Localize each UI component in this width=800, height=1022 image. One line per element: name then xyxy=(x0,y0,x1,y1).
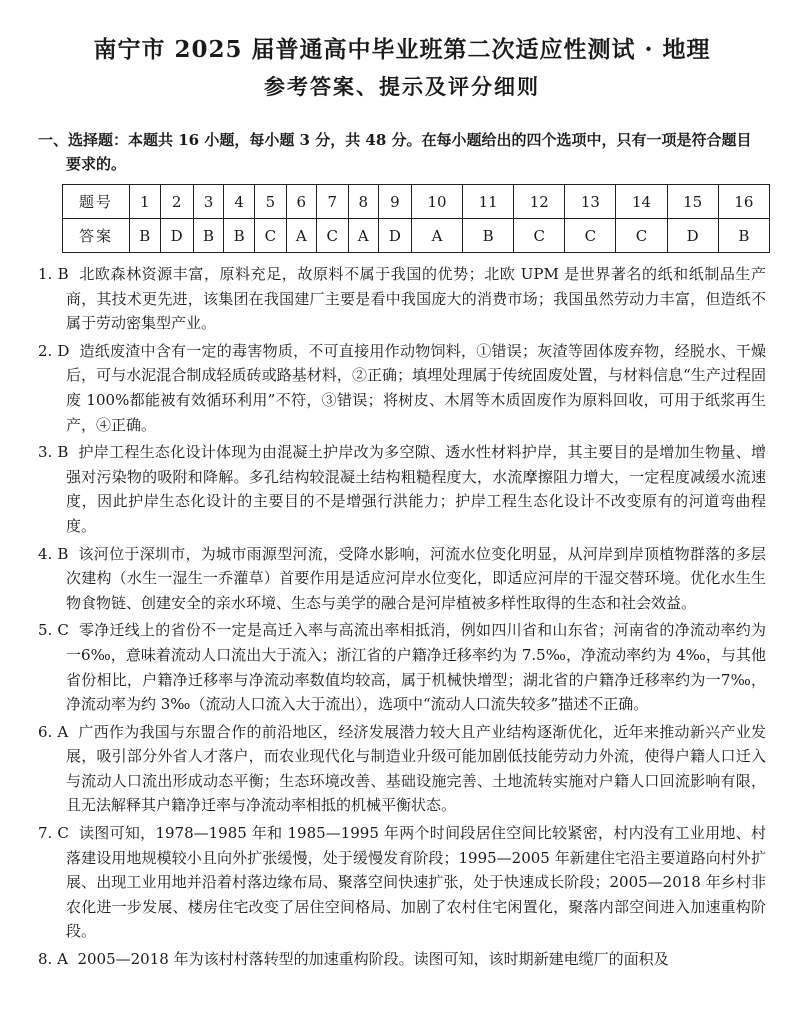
answer-cell: C xyxy=(514,219,565,253)
answer-cell: C xyxy=(254,219,286,253)
item-text: 北欧森林资源丰富，原料充足，故原料不属于我国的优势；北欧 UPM 是世界著名的纸和纸制品生产商，其技术更先进，该集团在我国建厂主要是看中我国庞大的消费市场；我国虽然劳动力丰富，但造纸不属于劳动密集型产业。 xyxy=(66,265,766,333)
answer-cell: B xyxy=(130,219,161,253)
question-number: 14 xyxy=(616,185,667,219)
answer-cell: C xyxy=(565,219,616,253)
page-subtitle: 参考答案、提示及评分细则 xyxy=(264,74,540,99)
question-number: 7 xyxy=(316,185,348,219)
item-text: 2005—2018 年为该村村落转型的加速重构阶段。读图可知，该时期新建电缆厂的面积及 xyxy=(77,950,669,969)
answer-row xyxy=(63,219,770,253)
answer-cell: A xyxy=(411,219,462,253)
question-number: 5 xyxy=(254,185,286,219)
item-text: 读图可知，1978—1985 年和 1985—1995 年两个时间段居住空间比较紧密，村内没有工业用地、村落建设用地规模较小且向外扩张缓慢，处于缓慢发育阶段；1995—2005 年新建住宅沿主要道路向村外扩展、出现工业用地并沿着村落边缘布局、聚落空间快速扩张，处于快速成长阶段；2005—2018 年乡村非农化进一步发展、楼房住宅改变了居住空间格局、加剧了农村住宅闲置化，聚落内部空间进入加速重构阶段。 xyxy=(66,824,766,941)
answer-cell: B xyxy=(718,219,769,253)
question-number: 16 xyxy=(718,185,769,219)
question-number: 13 xyxy=(565,185,616,219)
answer-cell: D xyxy=(160,219,193,253)
answer-table xyxy=(62,184,770,253)
question-number: 8 xyxy=(348,185,378,219)
answer-explanation-3 xyxy=(38,440,766,538)
question-number: 9 xyxy=(378,185,411,219)
answer-explanation-4 xyxy=(38,542,766,616)
question-number: 4 xyxy=(224,185,255,219)
row-label-number: 题号 xyxy=(63,185,130,219)
answer-cell: B xyxy=(463,219,514,253)
item-number: 2. D xyxy=(38,341,70,360)
answer-cell: B xyxy=(224,219,255,253)
item-text: 广西作为我国与东盟合作的前沿地区，经济发展潜力较大且产业结构逐渐优化，近年来推动新兴产业发展，吸引部分外省人才落户，而农业现代化与制造业升级可能加剧低技能劳动力外流，使得户籍人口迁入与流动人口流出形成动态平衡；生态环境改善、基础设施完善、土地流转实施对户籍人口回流影响有限，且无法解释其户籍净迁率与净流动率相抵的机械平衡状态。 xyxy=(66,722,766,815)
item-text: 零净迁线上的省份不一定是高迁入率与高流出率相抵消，例如四川省和山东省；河南省的净流动率约为一6‰，意味着流动人口流出大于流入；浙江省的户籍净迁移率约为 7.5‰，净流动率约为 4‰，与其他省份相比，户籍净迁移率与净流动率数值均较高，属于机械快增型；湖北省的户籍净迁移率约为一7‰，净流动率为约 3‰（流动人口流入大于流出），选项中“流动人口流失较多”描述不正确。 xyxy=(66,621,766,714)
item-text: 护岸工程生态化设计体现为由混凝土护岸改为多空隙、透水性材料护岸，其主要目的是增加生物量、增强对污染物的吸附和降解。多孔结构较混凝土结构粗糙程度大，水流摩擦阻力增大，一定程度减缓水流速度，因此护岸生态化设计的主要目的不是增强行洪能力；护岸工程生态化设计不改变原有的河道弯曲程度。 xyxy=(66,443,766,535)
answer-cell: C xyxy=(316,219,348,253)
answer-cell: C xyxy=(616,219,667,253)
question-number: 3 xyxy=(193,185,224,219)
answer-explanation-5 xyxy=(38,618,766,716)
item-text: 造纸废渣中含有一定的毒害物质，不可直接用作动物饲料，①错误；灰渣等固体废弃物，经脱水、干燥后，可与水泥混合制成轻质砖或路基材料，②正确；填埋处理属于传统固废处置，与材料信息“生产过程固废 100%都能被有效循环利用”不符，③错误；将树皮、木屑等木质固废作为原料回收，可用于纸浆再生产，④正确。 xyxy=(66,341,766,434)
row-label-answer: 答案 xyxy=(63,219,130,253)
question-number: 10 xyxy=(411,185,462,219)
item-number: 5. C xyxy=(38,621,69,640)
item-number: 7. C xyxy=(38,824,69,843)
answer-explanation-6 xyxy=(38,720,766,818)
item-number: 1. B xyxy=(38,265,69,283)
item-number: 4. B xyxy=(38,544,69,563)
question-number: 1 xyxy=(130,185,161,219)
answer-cell: D xyxy=(667,219,718,253)
answer-cell: D xyxy=(378,219,411,253)
question-number: 11 xyxy=(463,185,514,219)
answer-cell: A xyxy=(286,219,316,253)
item-text: 该河位于深圳市，为城市雨源型河流，受降水影响，河流水位变化明显，从河岸到岸顶植物群落的多层次建构（水生一湿生一乔灌草）首要作用是适应河岸水位变化，即适应河岸的干湿交替环境。优化水生生物食物链、创建安全的亲水环境、生态与美学的融合是河岸植被多样性取得的生态和社会效益。 xyxy=(66,544,766,612)
item-number: 8. A xyxy=(38,950,68,969)
section-heading: 一、选择题：本题共 16 小题，每小题 3 分，共 48 分。在每小题给出的四个选项中，只有一项是符合题目要求的。 xyxy=(38,131,752,173)
answer-cell: A xyxy=(348,219,378,253)
answer-explanation-8 xyxy=(38,947,766,972)
answer-explanation-2 xyxy=(38,339,766,437)
question-number: 2 xyxy=(160,185,193,219)
page-title: 南宁市 2025 届普通高中毕业班第二次适应性测试 · 地理 xyxy=(93,36,711,63)
question-number: 12 xyxy=(514,185,565,219)
item-number: 6. A xyxy=(38,722,69,741)
question-number-row xyxy=(63,185,770,219)
question-number: 6 xyxy=(286,185,316,219)
answer-explanation-7 xyxy=(38,821,766,944)
answer-explanation-1 xyxy=(38,262,766,336)
item-number: 3. B xyxy=(38,443,69,462)
question-number: 15 xyxy=(667,185,718,219)
answer-cell: B xyxy=(193,219,224,253)
